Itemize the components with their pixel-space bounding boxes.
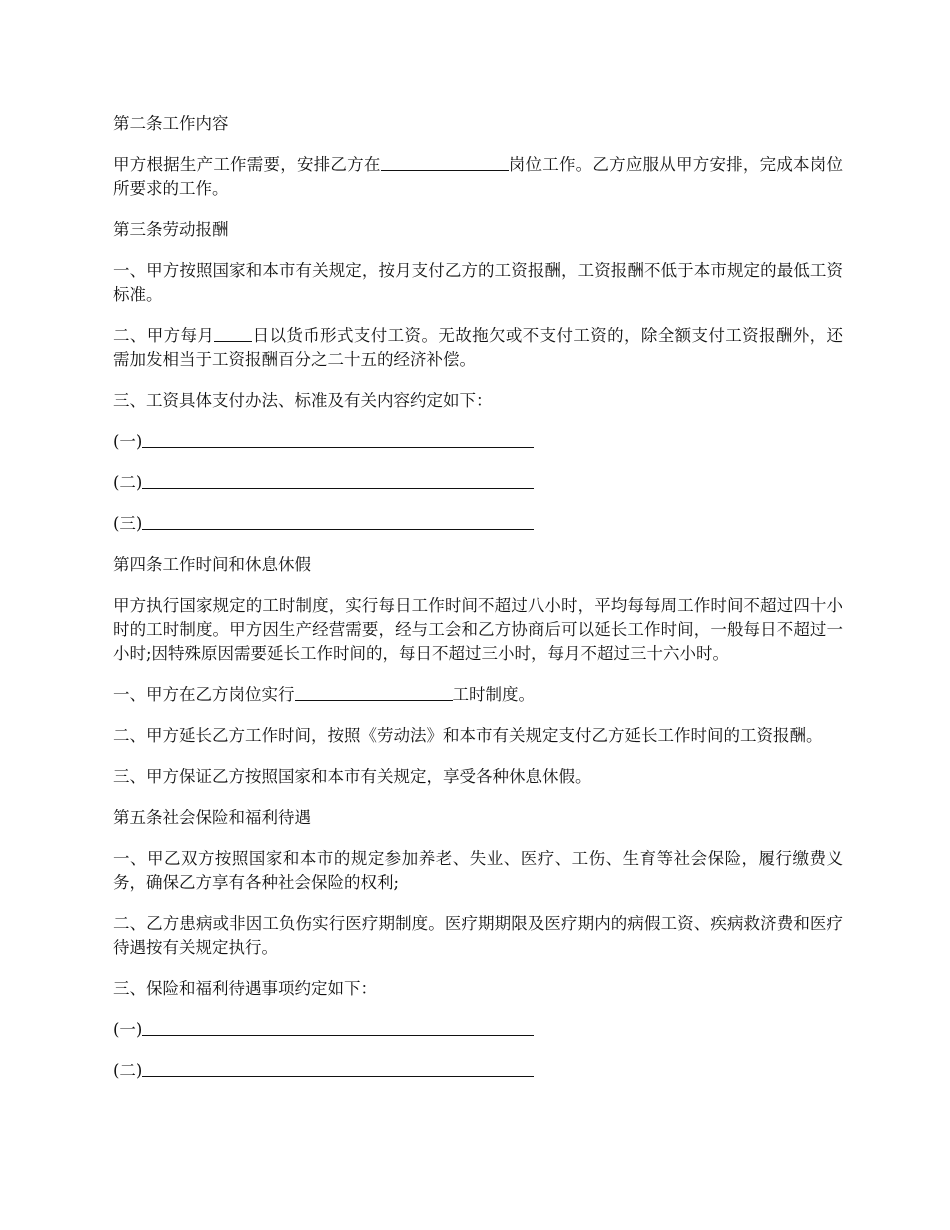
list-item [113,430,843,454]
article-5-clause-2: 二、乙方患病或非因工负伤实行医疗期制度。医疗期期限及医疗期内的病假工资、疾病救济费和医疗待遇按有关规定执行。 [113,914,843,957]
list-item [113,1059,843,1083]
article-3-clause-1: 一、甲方按照国家和本市有关规定，按月支付乙方的工资报酬，工资报酬不低于本市规定的最低工资标准。 [113,261,843,304]
pay-day-blank [214,325,252,342]
fill-in-blank [142,1060,534,1077]
article-4-clause-3: 三、甲方保证乙方按照国家和本市有关规定，享受各种休息休假。 [113,767,592,786]
article-4-heading: 第四条工作时间和休息休假 [113,555,311,574]
list-item-label: (一) [113,432,143,451]
fill-in-blank [142,431,534,448]
list-item-label: (三) [113,514,143,533]
article-3-clause-2-before: 二、甲方每月 [113,326,215,345]
article-4-clause-1 [113,683,843,707]
article-3-clause-3: 三、工资具体支付办法、标准及有关内容约定如下： [113,391,493,410]
list-item [113,1018,843,1042]
article-5-clause-3: 三、保险和福利待遇事项约定如下： [113,979,377,998]
fill-in-blank [142,472,534,489]
article-3-clause-2 [113,324,843,372]
list-item-label: (二) [113,473,143,492]
article-2-text-before-blank: 甲方根据生产工作需要，安排乙方在 [113,155,381,174]
list-item-label: (一) [113,1020,143,1039]
fill-in-blank [142,513,534,530]
article-2-text-after-blank: 岗位工作。乙方应服从甲方安排，完成本岗位所要求的工作。 [113,155,844,198]
list-item [113,471,843,495]
article-4-clause-1-after: 工时制度。 [452,685,535,704]
article-4-clause-2: 二、甲方延长乙方工作时间，按照《劳动法》和本市有关规定支付乙方延长工作时间的工资报酬。 [113,726,823,745]
fill-in-blank [142,1019,534,1036]
article-5-clause-1: 一、甲乙双方按照国家和本市的规定参加养老、失业、医疗、工伤、生育等社会保险，履行缴费义务，确保乙方享有各种社会保险的权利; [113,849,843,892]
article-3-heading: 第三条劳动报酬 [113,220,229,239]
work-hours-system-blank [295,684,453,701]
article-2-heading: 第二条工作内容 [113,114,229,133]
article-3-clause-2-after: 日以货币形式支付工资。无故拖欠或不支付工资的，除全额支付工资报酬外，还需加发相当于工资报酬百分之二十五的经济补偿。 [113,326,844,369]
document-body [113,112,843,1100]
article-2-paragraph [113,153,843,201]
list-item-label: (二) [113,1061,143,1080]
list-item [113,512,843,536]
article-4-clause-1-before: 一、甲方在乙方岗位实行 [113,685,295,704]
article-4-intro: 甲方执行国家规定的工时制度，实行每日工作时间不超过八小时，平均每每周工作时间不超过四十小时的工时制度。甲方因生产经营需要，经与工会和乙方协商后可以延长工作时间，一般每日不超过一小时;因特殊原因需要延长工作时间的，每日不超过三小时，每月不超过三十六小时。 [113,596,843,663]
position-blank [381,154,509,171]
article-5-heading: 第五条社会保险和福利待遇 [113,808,311,827]
